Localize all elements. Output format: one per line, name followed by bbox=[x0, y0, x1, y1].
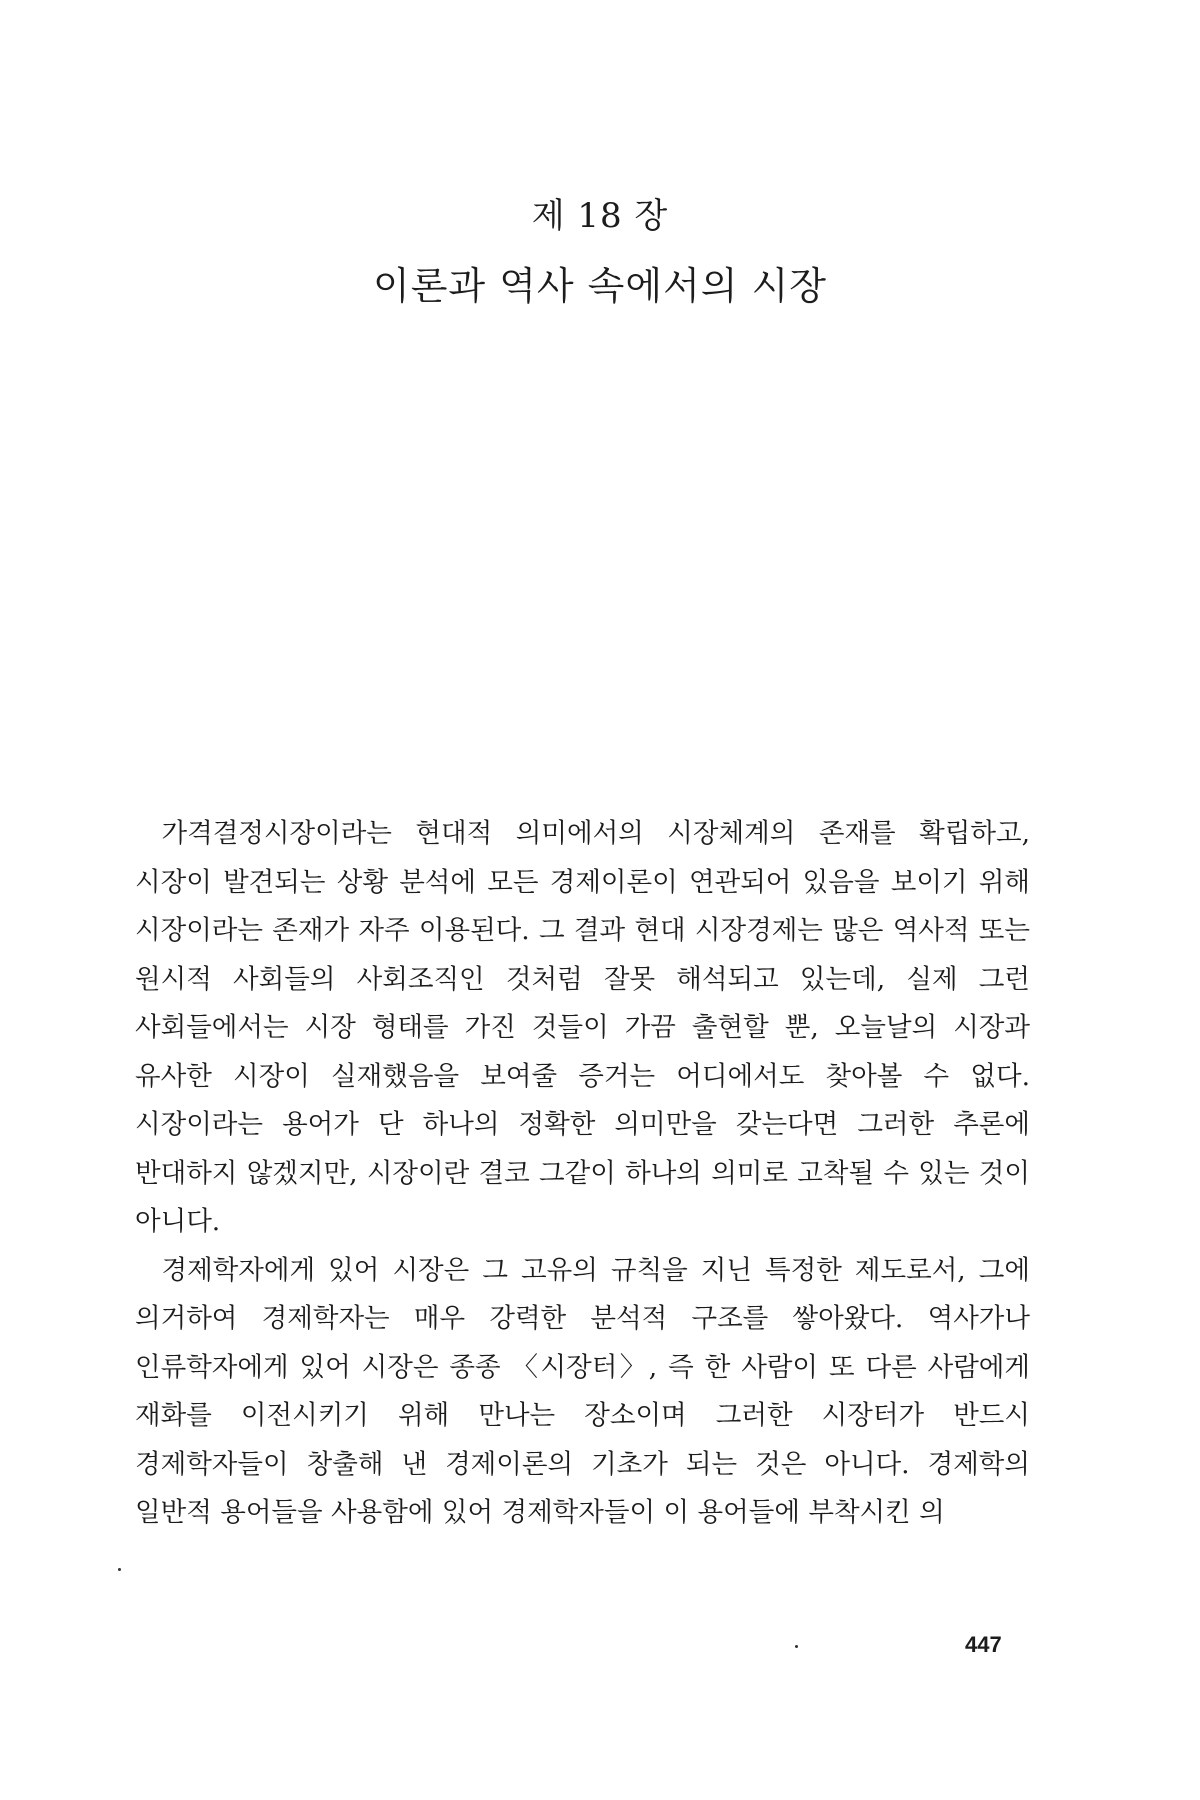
scan-speck bbox=[118, 1568, 121, 1571]
body-text bbox=[135, 810, 1030, 1538]
page-number: 447 bbox=[965, 1632, 1002, 1657]
paragraph: 경제학자에게 있어 시장은 그 고유의 규칙을 지닌 특정한 제도로서, 그에 의거하여 경제학자는 매우 강력한 분석적 구조를 쌓아왔다. 역사가나 인류학자에게 있어 시장은 종종 〈시장터〉, 즉 한 사람이 또 다른 사람에게 재화를 이전시키기 위해 만나는 장소이며 그러한 시장터가 반드시 경제학자들이 창출해 낸 경제이론의 기초가 되는 것은 아니다. 경제학의 일반적 용어들을 사용함에 있어 경제학자들이 이 용어들에 부착시킨 의 bbox=[135, 1254, 1030, 1528]
chapter-label: 제 18 장 bbox=[531, 196, 669, 236]
paragraph: 가격결정시장이라는 현대적 의미에서의 시장체계의 존재를 확립하고, 시장이 발견되는 상황 분석에 모든 경제이론이 연관되어 있음을 보이기 위해 시장이라는 존재가 자주 이용된다. 그 결과 현대 시장경제는 많은 역사적 또는 원시적 사회들의 사회조직인 것처럼 잘못 해석되고 있는데, 실제 그런 사회들에서는 시장 형태를 가진 것들이 가끔 출현할 뿐, 오늘날의 시장과 유사한 시장이 실재했음을 보여줄 증거는 어디에서도 찾아볼 수 없다. 시장이라는 용어가 단 하나의 정확한 의미만을 갖는다면 그러한 추론에 반대하지 않겠지만, 시장이란 결코 그같이 하나의 의미로 고착될 수 있는 것이 아니다. bbox=[135, 818, 1030, 1237]
scan-speck bbox=[795, 1645, 798, 1648]
chapter-title: 이론과 역사 속에서의 시장 bbox=[372, 264, 828, 308]
